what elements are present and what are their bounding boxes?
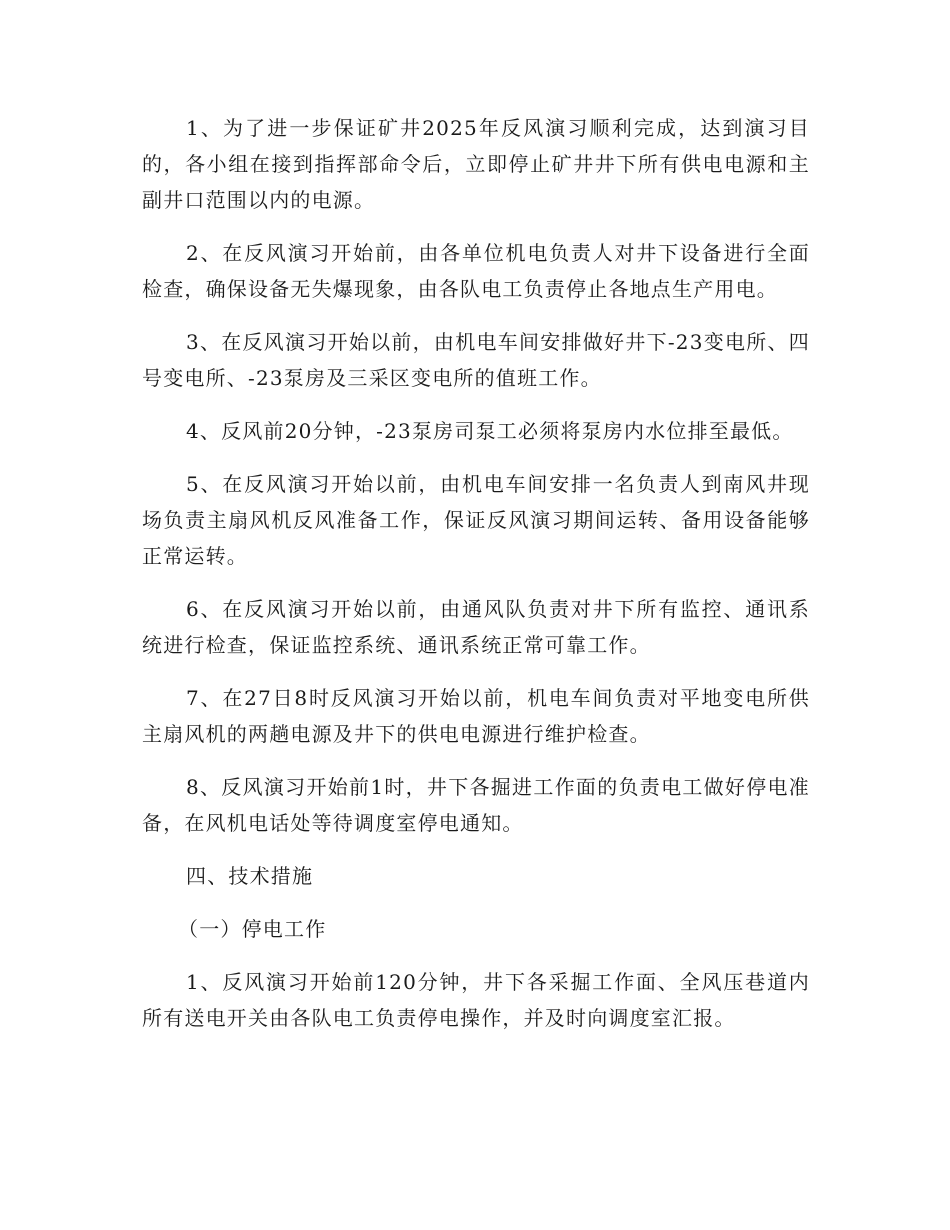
paragraph-item-6: 6、在反风演习开始以前，由通风队负责对井下所有监控、通讯系统进行检查，保证监控系统、通讯系统正常可靠工作。 bbox=[142, 597, 810, 657]
paragraph-item-power-off-1: 1、反风演习开始前120分钟，井下各采掘工作面、全风压巷道内所有送电开关由各队电工负责停电操作，并及时向调度室汇报。 bbox=[142, 970, 810, 1030]
paragraph-item-2: 2、在反风演习开始前，由各单位机电负责人对井下设备进行全面检查，确保设备无失爆现象，由各队电工负责停止各地点生产用电。 bbox=[142, 241, 810, 301]
paragraph-item-3: 3、在反风演习开始以前，由机电车间安排做好井下-23变电所、四号变电所、-23泵房及三采区变电所的值班工作。 bbox=[142, 330, 810, 390]
section-heading: 四、技术措施 bbox=[186, 864, 314, 888]
paragraph-item-7: 7、在27日8时反风演习开始以前，机电车间负责对平地变电所供主扇风机的两趟电源及井下的供电电源进行维护检查。 bbox=[142, 686, 810, 746]
document-body bbox=[142, 110, 810, 1053]
subsection-heading: （一）停电工作 bbox=[178, 917, 327, 941]
paragraph-item-8: 8、反风演习开始前1时，井下各掘进工作面的负责电工做好停电准备，在风机电话处等待调度室停电通知。 bbox=[142, 775, 810, 835]
paragraph-item-1: 1、为了进一步保证矿井2025年反风演习顺利完成，达到演习目的，各小组在接到指挥部命令后，立即停止矿井井下所有供电电源和主副井口范围以内的电源。 bbox=[142, 116, 810, 212]
paragraph-item-5: 5、在反风演习开始以前，由机电车间安排一名负责人到南风井现场负责主扇风机反风准备工作，保证反风演习期间运转、备用设备能够正常运转。 bbox=[142, 472, 810, 568]
paragraph-item-4: 4、反风前20分钟，-23泵房司泵工必须将泵房内水位排至最低。 bbox=[186, 419, 794, 443]
